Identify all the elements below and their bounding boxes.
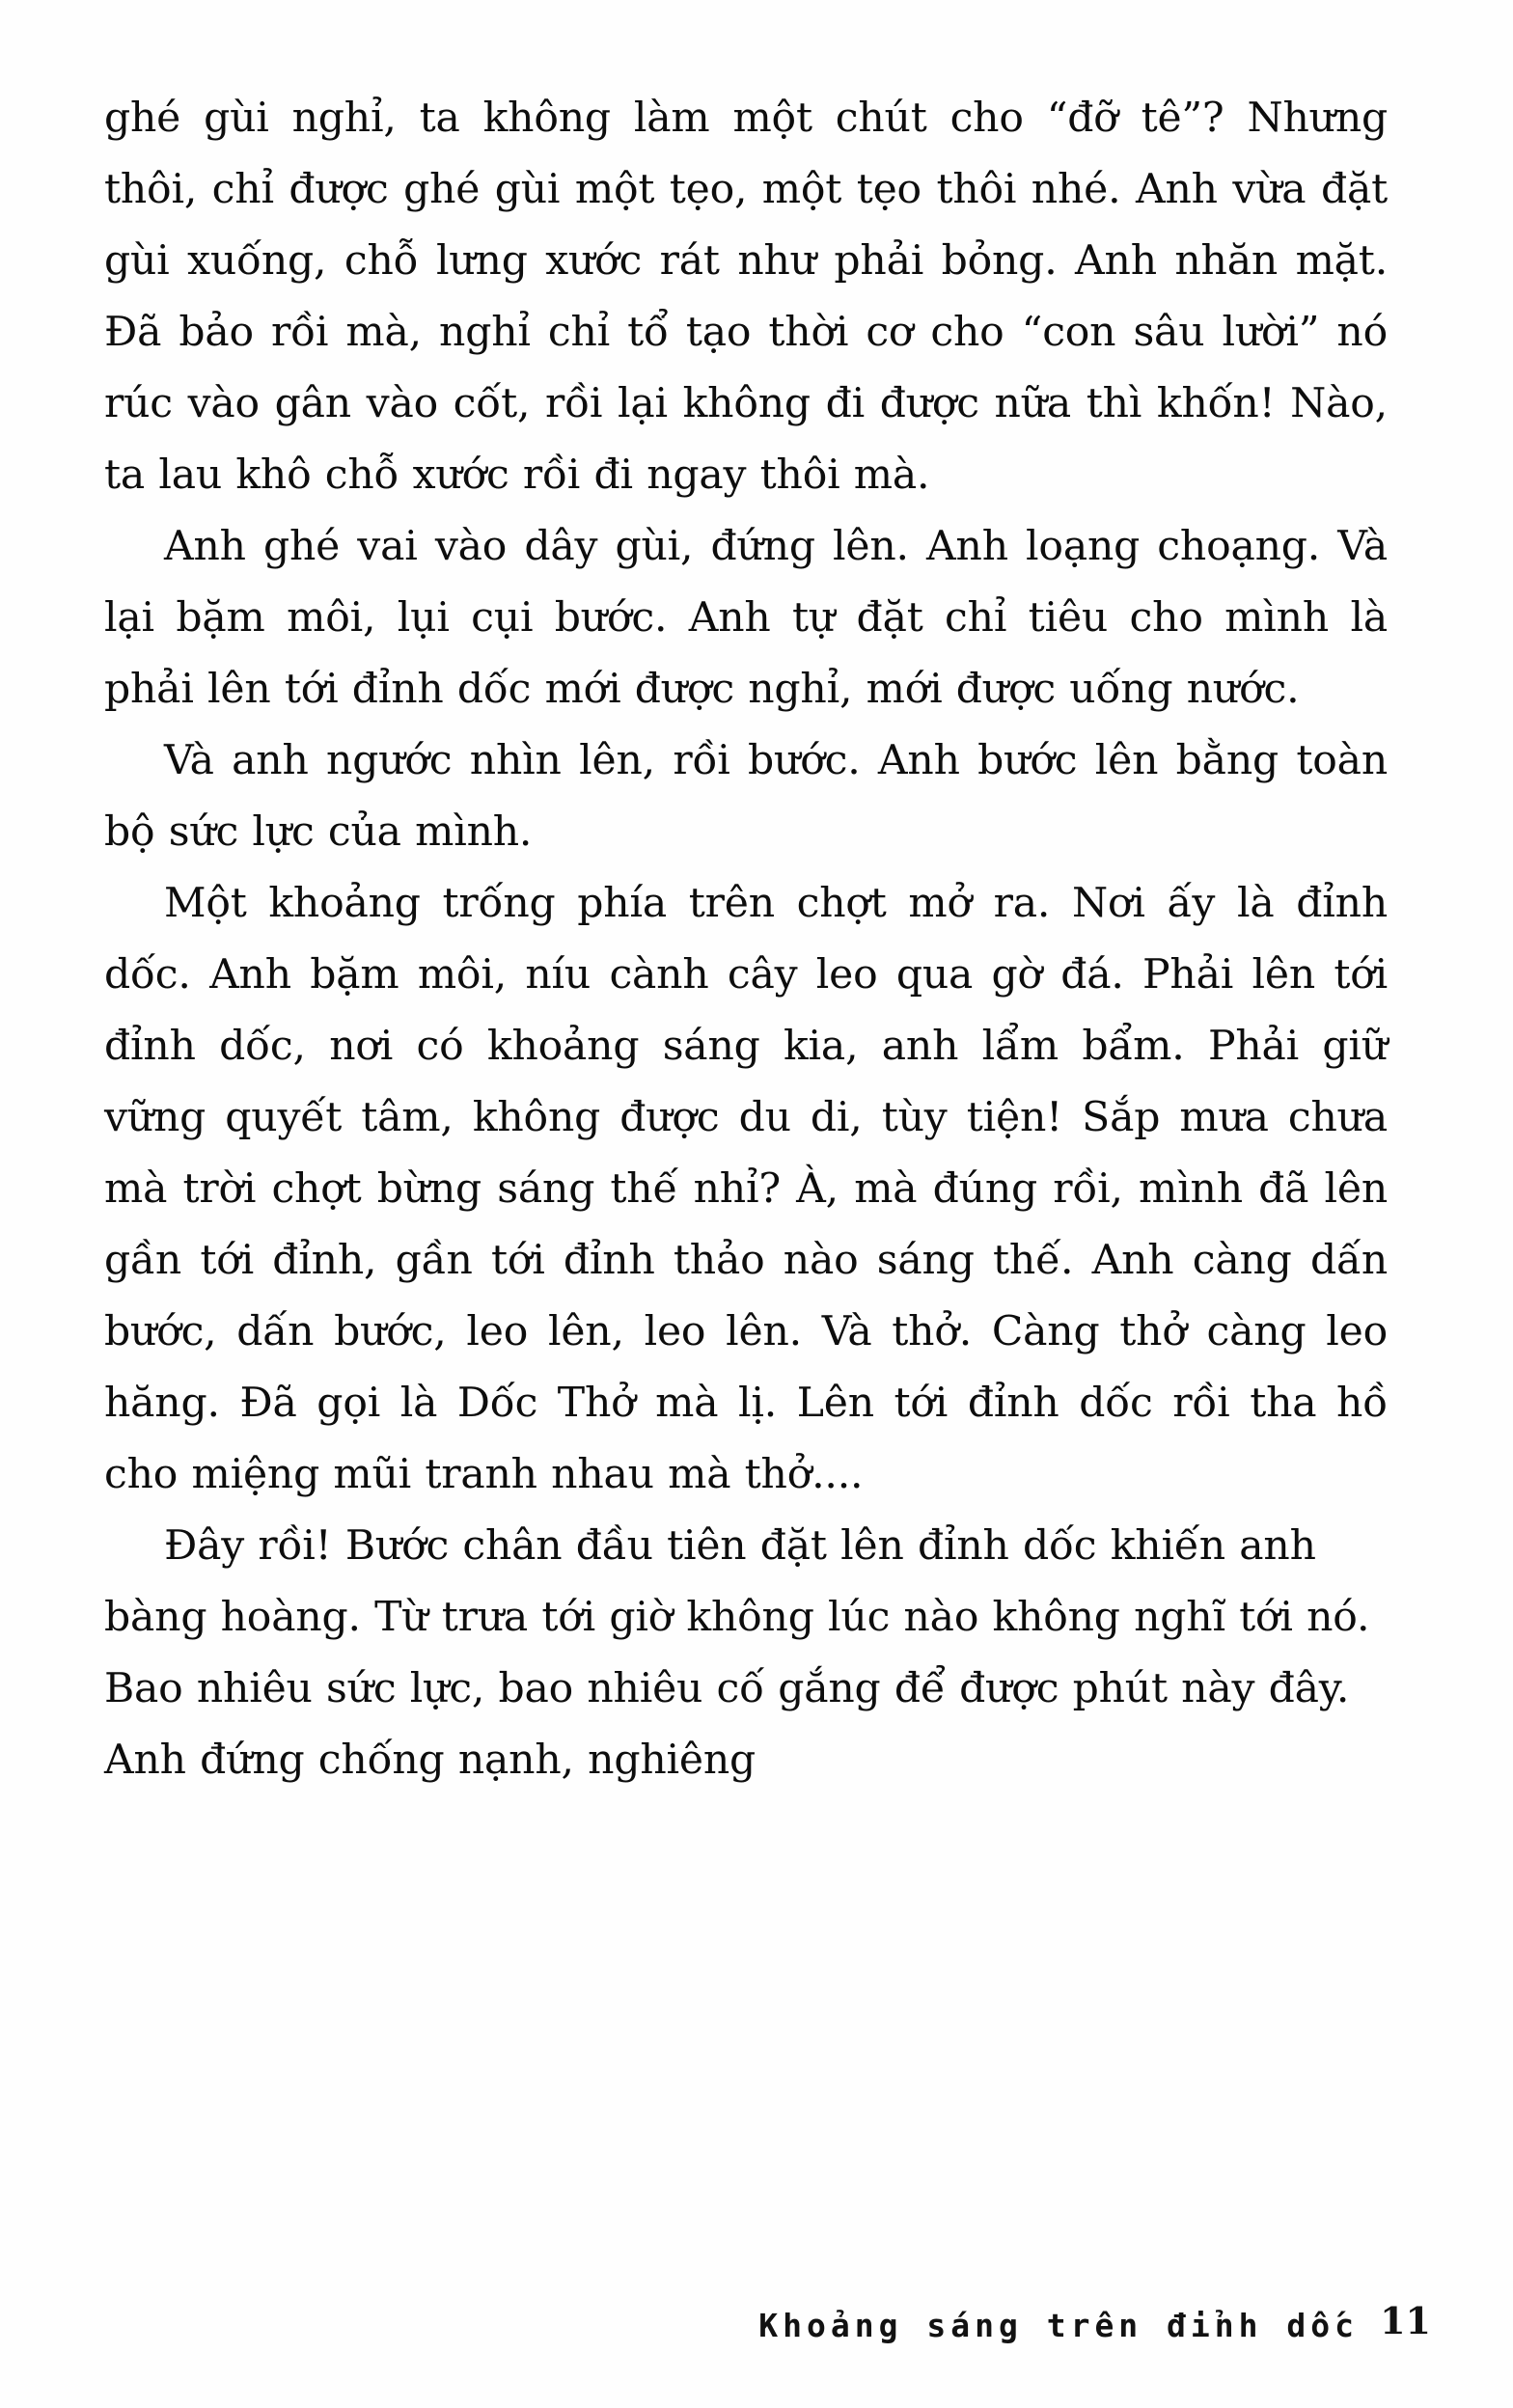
paragraph: Một khoảng trống phía trên chợt mở ra. Nơi ấy là đỉnh dốc. Anh bặm môi, níu cành cây leo qua gờ đá. Phải lên tới đỉnh dốc, nơi có khoảng sáng kia, anh lẩm bẩm. Phải giữ vững quyết tâm, không được du di, tùy tiện! Sắp mưa chưa mà trời chợt bừng sáng thế nhỉ? À, mà đúng rồi, mình đã lên gần tới đỉnh, gần tới đỉnh thảo nào sáng thế. Anh càng dấn bước, dấn bước, leo lên, leo lên. Và thở. Càng thở càng leo hăng. Đã gọi là Dốc Thở mà lị. Lên tới đỉnh dốc rồi tha hồ cho miệng mũi tranh nhau mà thở.... — [104, 880, 1388, 1498]
page-footer — [0, 2286, 1513, 2344]
body-text — [104, 83, 1388, 1796]
paragraph: Và anh ngước nhìn lên, rồi bước. Anh bước lên bằng toàn bộ sức lực của mình. — [104, 737, 1388, 856]
paragraph: ghé gùi nghỉ, ta không làm một chút cho “đỡ tê”? Nhưng thôi, chỉ được ghé gùi một tẹo, một tẹo thôi nhé. Anh vừa đặt gùi xuống, chỗ lưng xước rát như phải bỏng. Anh nhăn mặt. Đã bảo rồi mà, nghỉ chỉ tổ tạo thời cơ cho “con sâu lười” nó rúc vào gân vào cốt, rồi lại không đi được nữa thì khốn! Nào, ta lau khô chỗ xước rồi đi ngay thôi mà. — [104, 95, 1388, 499]
page-number: 11 — [1380, 2299, 1431, 2342]
paragraph: Đây rồi! Bước chân đầu tiên đặt lên đỉnh dốc khiến anh bàng hoàng. Từ trưa tới giờ không lúc nào không nghĩ tới nó. Bao nhiêu sức lực, bao nhiêu cố gắng để được phút này đây. Anh đứng chống nạnh, nghiêng — [104, 1522, 1370, 1784]
running-title: Khoảng sáng trên đỉnh dốc — [758, 2307, 1359, 2344]
paragraph: Anh ghé vai vào dây gùi, đứng lên. Anh loạng choạng. Và lại bặm môi, lụi cụi bước. Anh tự đặt chỉ tiêu cho mình là phải lên tới đỉnh dốc mới được nghỉ, mới được uống nước. — [104, 523, 1388, 713]
